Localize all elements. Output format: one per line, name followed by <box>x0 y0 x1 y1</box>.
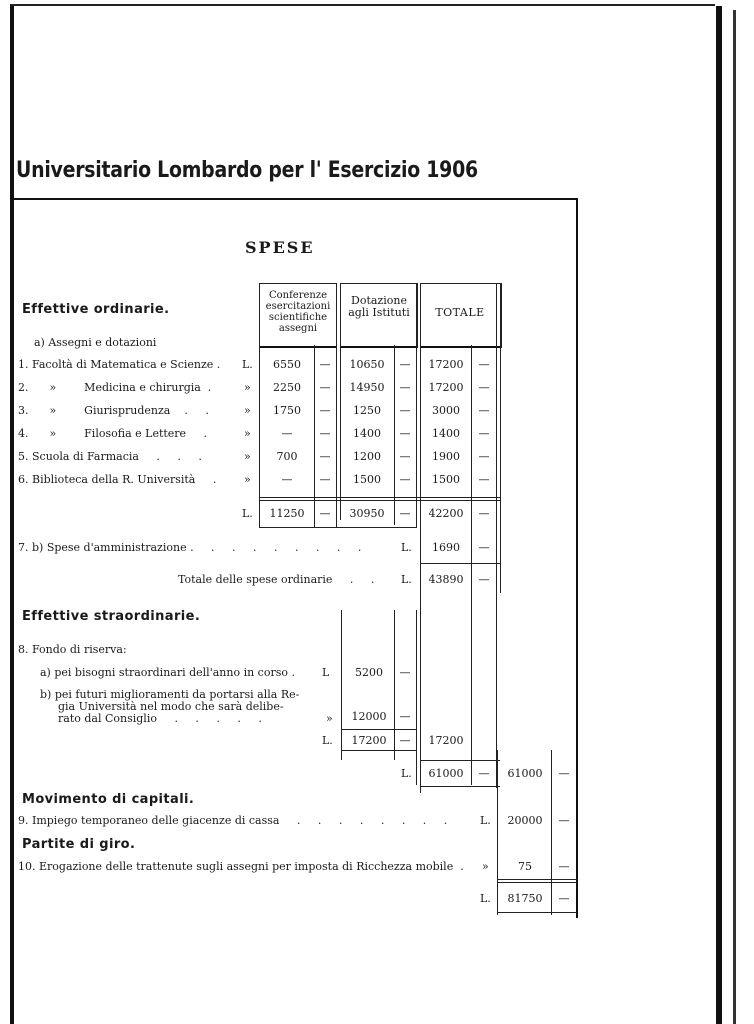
rule-outer-left <box>497 750 498 915</box>
row-8-label: 8. Fondo di riserva: <box>18 643 127 656</box>
str-sub-rule-bottom <box>341 750 417 751</box>
row-dot: 10650 <box>349 358 385 371</box>
row-10-label: 10. Erogazione delle trattenute sugli assegni per imposta di Ricchezza mobile . <box>18 860 464 873</box>
row-8b-line3: rato dal Consiglio . . . . . <box>58 712 262 725</box>
row-tot-cents: — <box>478 358 490 371</box>
subtotal-rule-top <box>259 497 500 498</box>
row-tot: 17200 <box>428 381 464 394</box>
row-7-tot-cents: — <box>478 541 490 554</box>
row-mark: » <box>244 381 251 394</box>
row-conf: 1750 <box>273 404 301 417</box>
grand-tot: 61000 <box>428 767 464 780</box>
row-mark: » <box>244 450 251 463</box>
final-mark: L. <box>480 892 491 905</box>
totale-ordinarie-label: Totale delle spese ordinarie . . <box>178 573 375 586</box>
heading-partite: Partite di giro. <box>22 837 136 852</box>
grand-outer-cents: — <box>558 767 570 780</box>
row-conf: — <box>281 427 293 440</box>
row-dot: 1200 <box>353 450 381 463</box>
row-8b-mark: » <box>326 712 333 725</box>
row-conf: 2250 <box>273 381 301 394</box>
row-dot-cents: — <box>399 450 411 463</box>
row-conf-cents: — <box>319 450 331 463</box>
str-sub-cents: — <box>399 734 411 747</box>
final-rule-2 <box>497 882 577 883</box>
row-conf-cents: — <box>319 358 331 371</box>
row-dot: 1250 <box>353 404 381 417</box>
row-mark: » <box>244 427 251 440</box>
totale-ordinarie-mark: L. <box>401 573 412 586</box>
row-8b-line1: b) pei futuri miglioramenti da portarsi alla Re- <box>40 688 300 701</box>
frame-right <box>576 198 578 918</box>
left-binding-edge <box>10 6 14 1024</box>
row-dot-cents: — <box>399 404 411 417</box>
str-sub-value: 17200 <box>351 734 387 747</box>
row-9-cents: — <box>558 814 570 827</box>
sub-a-label: a) Assegni e dotazioni <box>34 336 157 349</box>
row-dot: 1400 <box>353 427 381 440</box>
str-sub-rule <box>341 729 417 730</box>
row-tot: 1900 <box>432 450 460 463</box>
row-conf-cents: — <box>319 427 331 440</box>
row-tot-cents: — <box>478 404 490 417</box>
row-10-mark: » <box>482 860 489 873</box>
grand-outer: 61000 <box>507 767 543 780</box>
right-fold-edge-2 <box>733 10 736 1024</box>
rule-dot-left <box>340 345 341 520</box>
row-7-mark: L. <box>401 541 412 554</box>
row-9-mark: L. <box>480 814 491 827</box>
row-tot: 17200 <box>428 358 464 371</box>
col-header-conferenze: Conferenze esercitazioni scientifiche assegni <box>265 290 331 334</box>
row-8b-line2: gia Università nel modo che sarà delibe- <box>58 700 284 713</box>
row-mark: L. <box>242 358 253 371</box>
subtotal-rule-bottom <box>259 527 417 528</box>
row-8a-label: a) pei bisogni straordinari dell'anno in corso . <box>40 666 295 679</box>
row-dot-cents: — <box>399 358 411 371</box>
row-dot: 1500 <box>353 473 381 486</box>
right-fold-edge <box>716 6 722 1024</box>
rule-tot-right <box>496 283 497 788</box>
row-tot: 1400 <box>432 427 460 440</box>
row-conf-cents: — <box>319 473 331 486</box>
rule-tot-left <box>420 283 421 793</box>
row-8a-value: 5200 <box>355 666 383 679</box>
final-value: 81750 <box>507 892 543 905</box>
row-tot-cents: — <box>478 381 490 394</box>
grand-rule <box>420 760 500 761</box>
rule-tot-mid <box>471 345 472 785</box>
final-rule-bottom <box>497 912 577 913</box>
col-header-totale: TOTALE <box>435 306 485 319</box>
row-label: 3. » Giurisprudenza . . <box>18 404 209 417</box>
subtotal-mark: L. <box>242 507 253 520</box>
row-label: 4. » Filosofia e Lettere . <box>18 427 208 440</box>
row-tot-cents: — <box>478 450 490 463</box>
row-dot: 14950 <box>349 381 385 394</box>
row-tot-cents: — <box>478 427 490 440</box>
subtotal-dot: 30950 <box>349 507 385 520</box>
row-tot: 3000 <box>432 404 460 417</box>
row-conf: 6550 <box>273 358 301 371</box>
row-tot: 1500 <box>432 473 460 486</box>
heading-effettive-ordinarie: Effettive ordinarie. <box>22 302 170 317</box>
row-9-value: 20000 <box>507 814 543 827</box>
row-mark: » <box>244 473 251 486</box>
row-8a-cents: — <box>399 666 411 679</box>
str-sub-tot: 17200 <box>428 734 464 747</box>
rule-conf-right <box>336 283 337 528</box>
row-label: 5. Scuola di Farmacia . . . <box>18 450 202 463</box>
rule-str-left <box>341 610 342 760</box>
frame-top <box>12 198 578 200</box>
rule-outer-mid <box>551 750 552 915</box>
row-8b-cents: — <box>399 710 411 723</box>
totale-ordinarie-cents: — <box>478 573 490 586</box>
totale-rule <box>420 563 500 564</box>
rule-str-right <box>416 610 417 785</box>
rule-dot-right <box>416 283 417 528</box>
row-dot-cents: — <box>399 427 411 440</box>
row-conf: 700 <box>276 450 298 463</box>
subtotal-conf-cents: — <box>319 507 331 520</box>
row-10-value: 75 <box>518 860 532 873</box>
grand-tot-cents: — <box>478 767 490 780</box>
subtotal-dot-cents: — <box>399 507 411 520</box>
row-7-label: 7. b) Spese d'amministrazione . . . . . . . . . <box>18 541 362 554</box>
top-edge <box>10 4 715 6</box>
str-sub-mark: L. <box>322 734 333 747</box>
row-mark: » <box>244 404 251 417</box>
row-8b-value: 12000 <box>351 710 387 723</box>
row-7-tot: 1690 <box>432 541 460 554</box>
row-label: 2. » Medicina e chirurgia . <box>18 381 212 394</box>
row-10-cents: — <box>558 860 570 873</box>
subtotal-tot-cents: — <box>478 507 490 520</box>
col-header-dotazione: Dotazione agli Istituti <box>348 294 410 319</box>
totale-ordinarie-value: 43890 <box>428 573 464 586</box>
row-label: 1. Facoltà di Matematica e Scienze . <box>18 358 221 371</box>
row-dot-cents: — <box>399 473 411 486</box>
row-conf-cents: — <box>319 404 331 417</box>
rule-dot-mid <box>394 345 395 525</box>
section-heading: SPESE <box>245 238 315 257</box>
final-rule <box>497 879 577 880</box>
row-8a-mark: L <box>322 666 330 679</box>
row-tot-cents: — <box>478 473 490 486</box>
rule-tot-right2 <box>500 283 501 593</box>
rule-str-mid <box>394 610 395 760</box>
subtotal-rule-top2 <box>259 500 500 501</box>
row-conf: — <box>281 473 293 486</box>
grand-rule-bottom <box>420 786 500 787</box>
page-title: Universitario Lombardo per l' Esercizio 1906 <box>16 158 478 183</box>
grand-mark: L. <box>401 767 412 780</box>
row-9-label: 9. Impiego temporaneo delle giacenze di cassa . . . . . . . . <box>18 814 448 827</box>
subtotal-conf: 11250 <box>269 507 305 520</box>
heading-effettive-straordinarie: Effettive straordinarie. <box>22 609 201 624</box>
final-cents: — <box>558 892 570 905</box>
row-label: 6. Biblioteca della R. Università . <box>18 473 217 486</box>
subtotal-tot: 42200 <box>428 507 464 520</box>
row-conf-cents: — <box>319 381 331 394</box>
row-dot-cents: — <box>399 381 411 394</box>
heading-movimento: Movimento di capitali. <box>22 792 195 807</box>
